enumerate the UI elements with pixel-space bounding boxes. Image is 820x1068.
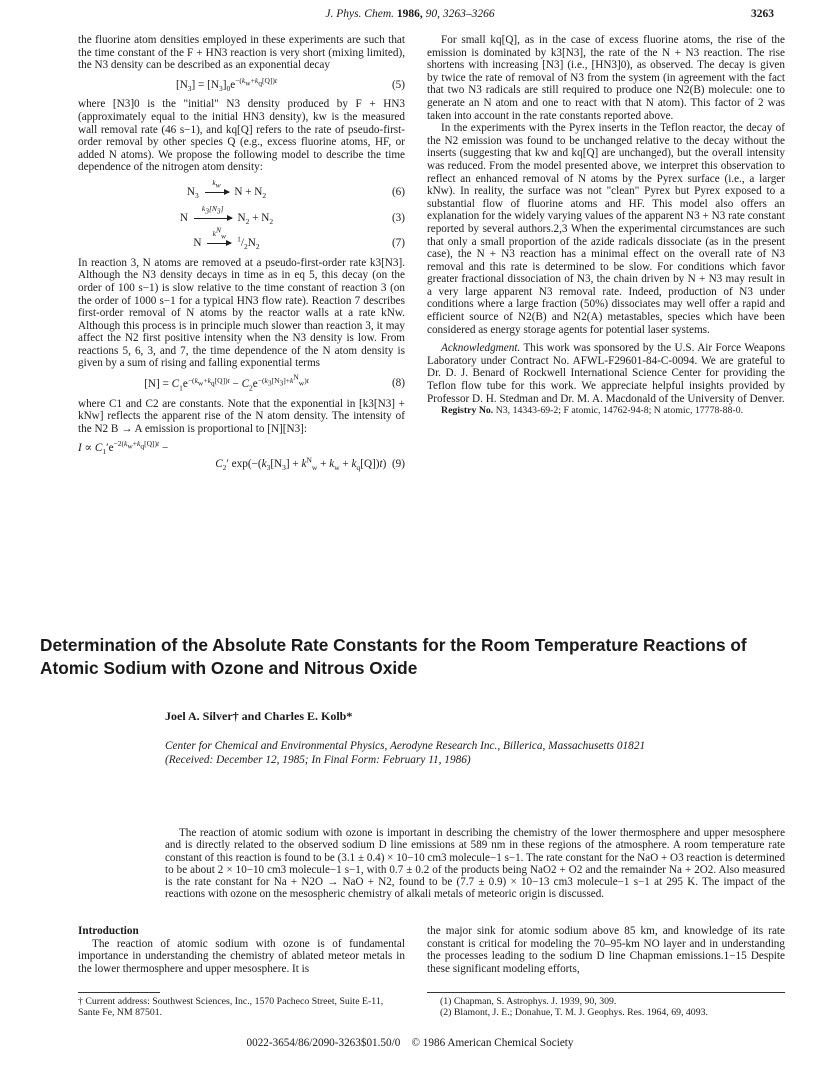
page-number: 3263 (751, 8, 774, 20)
registry-heading: Registry No. (441, 405, 494, 417)
equation-6-number: (6) (391, 185, 405, 198)
affiliation-line: Center for Chemical and Environmental Physics, Aerodyne Research Inc., Billerica, Massachusetts 01821 (165, 740, 646, 752)
intro-left-text: The reaction of atomic sodium with ozone is of fundamental importance in understanding the chemistry of ablated meteor metals in the lower thermosphere and upper mesosphere. It is (78, 937, 405, 975)
equation-6: $N_3$ $k_w$ $N + N_2$ (6) (186, 177, 405, 201)
left-column (78, 34, 405, 471)
equation-3-number: (3) (391, 211, 405, 224)
copyright: © 1986 American Chemical Society (411, 1037, 574, 1049)
abstract (165, 827, 785, 901)
introduction-heading: Introduction (78, 925, 139, 937)
left-paragraph-1: the fluorine atom densities employed in these experiments are such that the time constant of the F + HN3 reaction is very short (mixing limited), the N3 density can be described as an exponential decay (78, 34, 405, 72)
equation-8: $[N] = C_1e^{-(k_w+k_q[Q])t} - C_2e^{-(k_3[N_3]+k^N_w)t}$ (8) (144, 372, 405, 393)
publication-code: 0022-3654/86/2090-3263$01.50/0 (246, 1037, 401, 1049)
reference-2: (2) Blamont, J. E.; Donahue, T. M. J. Geophys. Res. 1964, 69, 4093. (440, 1007, 708, 1018)
equation-3: N $k_3[N_3]$ $N_2 + N_2$ (3) (179, 203, 405, 226)
article-authors: Joel A. Silver† and Charles E. Kolb* (165, 709, 353, 723)
equation-9: $I \propto C_1'e^{-2(k_w+k_q[Q])t}$ − $C_2'$ $\exp(-(k_3[N_3] + k^N_w + k_w + k_q[Q])t)$ (9) (78, 438, 405, 473)
intro-right-text: the major sink for atomic sodium above 85 km, and knowledge of its rate constant is critical for modeling the 70–95-km NO layer and in understanding the processes leading to the sodium D line Chapman emissions.1−15 Despite these significant modeling efforts, (427, 925, 785, 975)
right-paragraph-1: For small kq[Q], as in the case of excess fluorine atoms, the rise of the emission is dominated by k3[N3], the rate of the N + N3 reaction. The rise shortens with increasing [N3] (i.e., [HN3]0), as observed. The decay is given by twice the rate of removal of N3 from the system (in agreement with the fact that two N3 radicals are still required to produce one N2(B) molecule: one to generate an N atom and one to react with that N atom). This factor of 2 was taken into account in the rate constants reported above. (427, 34, 785, 122)
equation-7-number: (7) (391, 237, 405, 250)
equation-9-number: (9) (391, 458, 405, 471)
equation-8-number: (8) (391, 377, 405, 390)
reference-1: (1) Chapman, S. Astrophys. J. 1939, 90, 309. (440, 996, 617, 1007)
intro-right-column (427, 925, 785, 975)
received-dates: (Received: December 12, 1985; In Final Form: February 11, 1986) (165, 753, 471, 766)
abstract-text: The reaction of atomic sodium with ozone is important in describing the chemistry of the lower thermosphere and upper mesosphere and is directly related to the observed sodium D line emissions at 589 nm in these regions of the atmosphere. A room temperature rate constant of this reaction is found to be (3.1 ± 0.4) × 10−10 cm3 molecule−1 s−1. The rate constant for the NaO + O3 reaction is determined to be about 2 × 10−10 cm3 molecule−1 s−1, with 0.7 ± 0.2 of the products being NaO2 + O2 and the remainder Na + 2O2. Also measured is the rate constant for Na + N2O → NaO + N2, found to be (7.7 ± 0.9) × 10−13 cm3 molecule−1 s−1 at 295 K. The impact of the reactions with ozone on the mesospheric chemistry of alkali metals of meteoric origin is discussed. (165, 827, 785, 901)
journal-year: 1986, (396, 8, 423, 20)
footnote-rule-left (78, 992, 160, 993)
left-paragraph-3: In reaction 3, N atoms are removed at a pseudo-first-order rate k3[N3]. Although the N3 density decays in time as in eq 5, this decay (on the order of 100 s−1) is slow relative to the time constant of reaction 3 (on the order of 1000 s−1 for a typical HN3 flow rate). Reaction 7 describes first-order removal of N atoms by the reactor walls at a rate kNw. Although this process is in principle much slower than reaction 3, it may affect the N2 first positive intensity when the N3 density is low. From reactions 5, 6, 3, and 7, the time dependence of the N atom density is given by a sum of rising and falling exponential terms (78, 256, 405, 370)
intro-left-column (78, 925, 405, 975)
footnote-rule-right (427, 992, 785, 993)
registry-numbers (427, 405, 785, 416)
article-title: Determination of the Absolute Rate Constants for the Room Temperature Reactions of Atomic Sodium with Ozone and Nitrous Oxide (40, 635, 747, 678)
journal-name: J. Phys. Chem. (325, 8, 395, 20)
acknowledgment (427, 342, 785, 405)
acknowledgment-text: This work was sponsored by the U.S. Air Force Weapons Laboratory under Contract No. AFWL-F29601-84-C-0094. We are grateful to Dr. D. J. Benard of Rockwell International Science Center for providing the Teflon flow tube for this work. We appreciate helpful insights provided by Professor D. H. Stedman and Dr. M. A. Macdonald of the University of Denver. (427, 342, 785, 405)
left-paragraph-4: where C1 and C2 are constants. Note that the exponential in [k3[N3] + kNw] reflects the apparent rise of the N atom density. The intensity of the N2 B → A emission is proportional to [N][N3]: (78, 397, 405, 436)
references (440, 996, 785, 1018)
right-paragraph-2: In the experiments with the Pyrex inserts in the Teflon reactor, the decay of the N2 emission was found to be unchanged relative to the decay without the inserts (suggesting that kw and kq[Q] are unchanged), but the overall intensity was reduced. From the model presented above, we interpret this observation to reflect an enhanced removal of N atoms by the Pyrex surface (i.e., a larger kNw). In reality, the surface was not "clean" Pyrex but Pyrex exposed to a substantial flow of fluorine atoms and HF. This model also offers an explanation for the widely varying values of the apparent N3 + N3 rate constant reported by several authors.2,3 When the experimental circumstances are such that only a small proportion of the azide radicals dissociate (as in the present case), the N + N3 reaction has a minimal effect on the overall rate of N3 removal and this rate is determined to be slow. For conditions which favor greater fractional dissociation of N3, the chain driven by N + N3 may result in a very large apparent N3 removal rate. Indeed, production of N3 under conditions where a large fraction (50%) dissociates may well offer a rapid and efficient source of N2(B) and N2(A) metastables, species which have been considered as energy storage agents for potential laser systems. (427, 122, 785, 336)
registry-text: N3, 14343-69-2; F atomic, 14762-94-8; N atomic, 17778-88-0. (495, 405, 744, 417)
article-affiliation (165, 740, 645, 767)
journal-citation: 90, 3263–3266 (425, 8, 495, 20)
left-paragraph-2: where [N3]0 is the "initial" N3 density produced by F + HN3 (approximately equal to the initial HN3 density), kw is the measured wall removal rate (46 s−1), and kq[Q] refers to the rate of pseudo-first-order removal by other species Q (e.g., excess fluorine atoms, HF, or added N atoms). We propose the following model to describe the time dependence of the nitrogen atom density: (78, 98, 405, 174)
right-column (427, 34, 785, 416)
equation-7: N $k^N_w$ $^1/_2N_2$ (7) (193, 225, 405, 252)
footnote-address: † Current address: Southwest Sciences, Inc., 1570 Pacheco Street, Suite E-11, Sante Fe, NM 87501. (78, 996, 384, 1018)
equation-5-number: (5) (391, 78, 405, 91)
running-header (0, 8, 820, 26)
page-footer (0, 1037, 820, 1049)
acknowledgment-heading: Acknowledgment. (441, 342, 521, 355)
equation-5: $[N_3] = [N_3]_0e^{-(k_w+k_q[Q])t}$ (5) (175, 76, 405, 94)
